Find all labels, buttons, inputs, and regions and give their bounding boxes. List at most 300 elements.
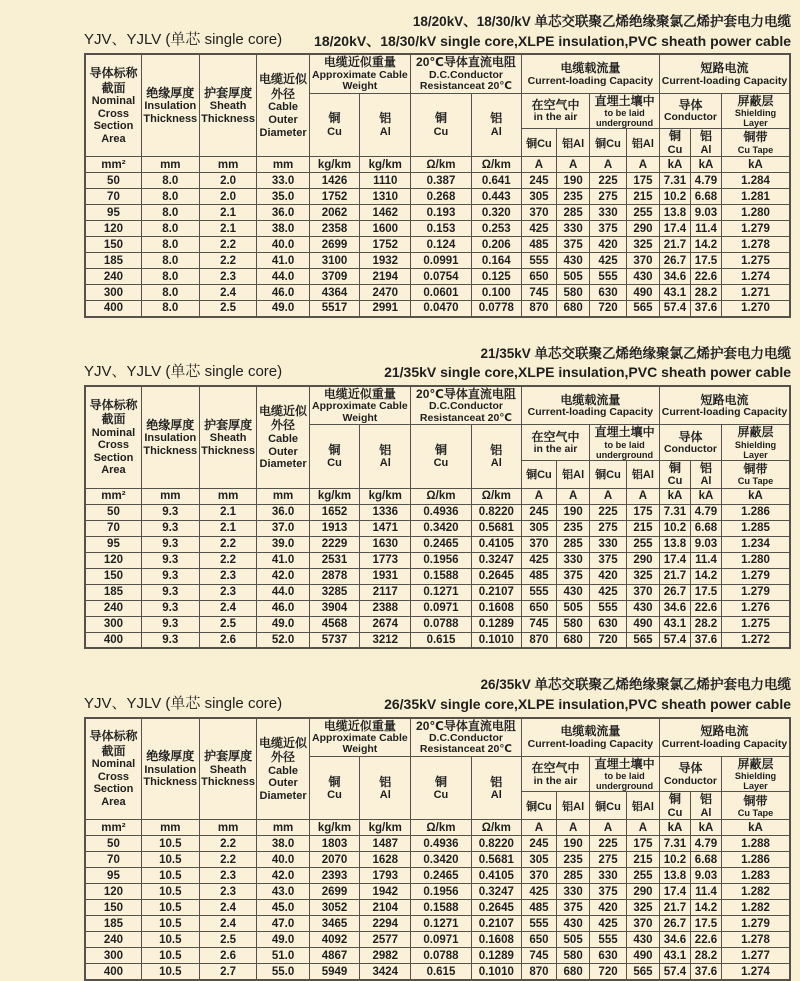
- table-cell: 225: [590, 836, 627, 852]
- shielding-layer-en: Shielding Layer: [734, 771, 777, 792]
- col-group-cable-weight: [309, 386, 411, 425]
- table-cell: 0.615: [411, 964, 472, 980]
- table-cell: 255: [626, 536, 659, 552]
- table-cell: 1.278: [722, 932, 791, 948]
- table-cell: 2393: [309, 868, 360, 884]
- table-cell: 2.2: [199, 237, 257, 253]
- weight-cu-en: Cu: [327, 457, 342, 470]
- col-group-conductor: [659, 425, 721, 461]
- col-header-insulation-cn: 绝缘厚度: [146, 749, 195, 764]
- col-header-conductor-al: [690, 792, 721, 820]
- table-cell: 505: [557, 932, 590, 948]
- table-cell: 2070: [309, 852, 360, 868]
- table-cell: 400: [85, 964, 141, 980]
- table-cell: 22.6: [690, 600, 721, 616]
- spec-table-body: [85, 173, 790, 317]
- in-air-en: in the air: [533, 442, 578, 455]
- col-header-conductor-al: [690, 129, 721, 157]
- table-cell: 0.615: [411, 632, 472, 648]
- resistance-al-en: Al: [490, 788, 502, 801]
- table-cell: 4092: [309, 932, 360, 948]
- table-cell: 375: [557, 900, 590, 916]
- table-cell: 430: [626, 600, 659, 616]
- table-cell: 1793: [360, 868, 411, 884]
- table-cell: 370: [521, 536, 556, 552]
- unit-cell: kg/km: [309, 157, 360, 173]
- table-cell: 26.7: [659, 584, 690, 600]
- table-cell: 44.0: [257, 269, 309, 285]
- col-header-nominal-area: [85, 54, 141, 156]
- shielding-layer-en: Shielding Layer: [734, 439, 777, 460]
- table-cell: 720: [590, 964, 627, 980]
- table-cell: 0.443: [471, 189, 521, 205]
- table-cell: 9.03: [690, 205, 721, 221]
- table-cell: 0.0971: [411, 600, 472, 616]
- table-cell: 255: [626, 205, 659, 221]
- table-cell: 330: [590, 536, 627, 552]
- table-cell: 14.2: [690, 237, 721, 253]
- table-row: [85, 852, 790, 868]
- col-header-cu-tape: [722, 129, 791, 157]
- col-header-conductor-cu: [659, 129, 690, 157]
- col-header-weight-cu: [309, 93, 360, 157]
- col-group-dc-resistance-en: D.C.Conductor Resistanceat 20℃: [419, 400, 513, 424]
- table-cell: 0.100: [471, 285, 521, 301]
- table-cell: 215: [626, 852, 659, 868]
- table-cell: 245: [521, 504, 556, 520]
- table-cell: 22.6: [690, 932, 721, 948]
- table-cell: 0.2645: [471, 568, 521, 584]
- table-cell: 490: [626, 285, 659, 301]
- table-cell: 10.5: [141, 932, 199, 948]
- table-cell: 9.3: [141, 520, 199, 536]
- table-cell: 375: [557, 237, 590, 253]
- table-cell: 150: [85, 900, 141, 916]
- table-cell: 1931: [360, 568, 411, 584]
- table-cell: 0.3247: [471, 884, 521, 900]
- table-cell: 10.5: [141, 948, 199, 964]
- unit-cell: mm²: [85, 488, 141, 504]
- table-cell: 425: [590, 916, 627, 932]
- table-cell: 57.4: [659, 964, 690, 980]
- table-cell: 10.5: [141, 900, 199, 916]
- table-cell: 41.0: [257, 253, 309, 269]
- table-cell: 2.1: [199, 520, 257, 536]
- cu-tape-en: Cu Tape: [737, 144, 774, 155]
- col-header-nominal-area-en: Nominal Cross Section Area: [91, 426, 136, 477]
- table-cell: 44.0: [257, 584, 309, 600]
- table-cell: 4.79: [690, 836, 721, 852]
- unit-cell: kA: [659, 488, 690, 504]
- weight-cu-cn: 铜: [328, 774, 341, 789]
- col-group-short-circuit-cn: 短路电流: [700, 392, 749, 407]
- in-air-en: in the air: [533, 774, 578, 787]
- col-header-resistance-al: [471, 756, 521, 820]
- col-group-short-circuit-en: Current-loading Capacity: [661, 406, 788, 419]
- table-cell: 43.0: [257, 884, 309, 900]
- unit-cell: Ω/km: [471, 157, 521, 173]
- conductor-cu-en: Cu: [667, 475, 683, 488]
- unit-cell: mm: [199, 157, 257, 173]
- table-cell: 2.5: [199, 932, 257, 948]
- table-cell: 2.4: [199, 600, 257, 616]
- table-cell: 245: [521, 836, 556, 852]
- table-cell: 430: [557, 916, 590, 932]
- col-header-insulation-cn: 绝缘厚度: [146, 85, 195, 100]
- table-cell: 28.2: [690, 285, 721, 301]
- table-row: [85, 269, 790, 285]
- section-titlebar: [84, 344, 791, 382]
- unit-cell: kA: [659, 157, 690, 173]
- conductor-en: Conductor: [663, 442, 718, 455]
- table-cell: 285: [557, 205, 590, 221]
- spec-table-body: [85, 504, 790, 648]
- underground-cn: 直埋土壤中: [594, 756, 655, 771]
- table-cell: 9.3: [141, 584, 199, 600]
- table-cell: 17.5: [690, 253, 721, 269]
- col-group-dc-resistance: [411, 718, 522, 757]
- col-group-cable-weight-en: Approximate Cable Weight: [312, 400, 408, 424]
- section-titlebar: [84, 675, 791, 713]
- resistance-al-cn: 铝: [490, 774, 503, 789]
- table-cell: 0.3420: [411, 852, 472, 868]
- table-cell: 0.1956: [411, 884, 472, 900]
- table-cell: 290: [626, 221, 659, 237]
- table-row: [85, 868, 790, 884]
- col-header-air-al: 铝Al: [557, 792, 590, 820]
- cable-spec-section-26-35kv: [84, 675, 791, 981]
- table-cell: 630: [590, 616, 627, 632]
- table-cell: 420: [590, 568, 627, 584]
- table-cell: 0.1956: [411, 552, 472, 568]
- cu-tape-en: Cu Tape: [737, 808, 774, 819]
- table-cell: 70: [85, 520, 141, 536]
- col-group-underground: [590, 93, 660, 129]
- table-cell: 490: [626, 948, 659, 964]
- table-cell: 21.7: [659, 900, 690, 916]
- table-cell: 430: [626, 269, 659, 285]
- table-cell: 245: [521, 173, 556, 189]
- table-cell: 1.278: [722, 237, 791, 253]
- table-cell: 1.279: [722, 568, 791, 584]
- table-cell: 565: [626, 632, 659, 648]
- table-cell: 2388: [360, 600, 411, 616]
- table-cell: 6.68: [690, 520, 721, 536]
- conductor-al-cn: 铝: [699, 460, 712, 475]
- table-cell: 0.5681: [471, 520, 521, 536]
- table-cell: 1913: [309, 520, 360, 536]
- table-cell: 0.2107: [471, 916, 521, 932]
- section-titlebar: [84, 12, 791, 50]
- col-header-nominal-area-cn: 导体标称截面: [89, 729, 138, 758]
- col-header-insulation-en: Insulation Thickness: [143, 100, 198, 125]
- table-cell: 2.5: [199, 301, 257, 317]
- table-cell: 2294: [360, 916, 411, 932]
- table-cell: 275: [590, 520, 627, 536]
- table-cell: 240: [85, 600, 141, 616]
- col-header-air-cu: 铜Cu: [521, 129, 556, 157]
- table-cell: 36.0: [257, 205, 309, 221]
- table-cell: 0.8220: [471, 836, 521, 852]
- conductor-cu-en: Cu: [667, 143, 683, 156]
- table-cell: 0.5681: [471, 852, 521, 868]
- table-cell: 0.4105: [471, 536, 521, 552]
- table-cell: 1752: [309, 189, 360, 205]
- conductor-cu-cn: 铜: [668, 792, 681, 807]
- table-cell: 0.2465: [411, 868, 472, 884]
- table-cell: 10.5: [141, 836, 199, 852]
- table-cell: 7.31: [659, 836, 690, 852]
- table-cell: 425: [521, 884, 556, 900]
- table-cell: 8.0: [141, 269, 199, 285]
- table-cell: 11.4: [690, 221, 721, 237]
- table-cell: 41.0: [257, 552, 309, 568]
- col-group-cable-weight: [309, 54, 411, 93]
- table-cell: 45.0: [257, 900, 309, 916]
- col-group-dc-resistance: [411, 386, 522, 425]
- col-header-underground-al: 铝Al: [626, 792, 659, 820]
- col-group-conductor: [659, 93, 721, 129]
- col-group-current-capacity: [521, 718, 659, 757]
- shielding-layer-cn: 屏蔽层: [737, 93, 774, 108]
- weight-cu-cn: 铜: [328, 442, 341, 457]
- cu-tape-cn: 铜带: [743, 462, 768, 477]
- table-cell: 8.0: [141, 205, 199, 221]
- col-header-cu-tape: [722, 460, 791, 488]
- table-cell: 1.280: [722, 205, 791, 221]
- resistance-cu-en: Cu: [433, 788, 449, 801]
- table-cell: 3709: [309, 269, 360, 285]
- col-group-short-circuit-en: Current-loading Capacity: [661, 74, 788, 87]
- table-cell: 305: [521, 520, 556, 536]
- table-cell: 13.8: [659, 205, 690, 221]
- unit-cell: kg/km: [360, 157, 411, 173]
- col-group-cable-weight-en: Approximate Cable Weight: [312, 68, 408, 93]
- col-group-short-circuit: [659, 386, 790, 425]
- table-cell: 1.274: [722, 964, 791, 980]
- table-cell: 40.0: [257, 237, 309, 253]
- table-cell: 2358: [309, 221, 360, 237]
- table-cell: 1.288: [722, 836, 791, 852]
- table-cell: 680: [557, 632, 590, 648]
- table-cell: 6.68: [690, 852, 721, 868]
- col-group-current-capacity: [521, 386, 659, 425]
- table-cell: 2.2: [199, 253, 257, 269]
- unit-cell: Ω/km: [411, 820, 472, 836]
- col-header-sheath-en: Sheath Thickness: [201, 431, 255, 457]
- table-cell: 0.1289: [471, 948, 521, 964]
- table-cell: 1462: [360, 205, 411, 221]
- col-header-weight-al: [360, 93, 411, 157]
- weight-al-en: Al: [379, 125, 391, 138]
- conductor-cn: 导体: [678, 761, 703, 776]
- table-cell: 57.4: [659, 301, 690, 317]
- table-cell: 42.0: [257, 568, 309, 584]
- table-cell: 57.4: [659, 632, 690, 648]
- col-group-current-capacity-en: Current-loading Capacity: [527, 74, 654, 87]
- unit-cell: mm: [257, 820, 309, 836]
- conductor-en: Conductor: [663, 774, 718, 787]
- table-cell: 39.0: [257, 536, 309, 552]
- col-header-outer-diameter: [257, 54, 309, 156]
- table-cell: 0.0971: [411, 932, 472, 948]
- table-cell: 0.1608: [471, 932, 521, 948]
- table-cell: 2674: [360, 616, 411, 632]
- product-series-label: YJV、YJLV (单芯 single core): [84, 31, 283, 49]
- table-cell: 2.5: [199, 616, 257, 632]
- table-cell: 235: [557, 852, 590, 868]
- in-air-cn: 在空气中: [531, 429, 580, 444]
- resistance-cu-en: Cu: [433, 457, 449, 470]
- col-header-resistance-cu: [411, 756, 472, 820]
- table-cell: 2531: [309, 552, 360, 568]
- weight-al-cn: 铝: [379, 111, 392, 126]
- table-cell: 680: [557, 301, 590, 317]
- table-cell: 14.2: [690, 900, 721, 916]
- table-cell: 0.0991: [411, 253, 472, 269]
- table-row: [85, 932, 790, 948]
- unit-cell: Ω/km: [471, 820, 521, 836]
- in-air-en: in the air: [533, 111, 578, 124]
- table-cell: 1.277: [722, 948, 791, 964]
- table-cell: 425: [590, 253, 627, 269]
- table-cell: 1.280: [722, 552, 791, 568]
- table-cell: 5737: [309, 632, 360, 648]
- unit-cell: kg/km: [360, 820, 411, 836]
- table-row: [85, 301, 790, 317]
- underground-en: to be laid underground: [595, 107, 654, 128]
- section-title-en: 21/35kV single core,XLPE insulation,PVC sheath power cable: [384, 364, 791, 381]
- table-cell: 1.274: [722, 269, 791, 285]
- table-cell: 37.6: [690, 964, 721, 980]
- table-cell: 1.275: [722, 253, 791, 269]
- table-cell: 370: [521, 205, 556, 221]
- table-cell: 3052: [309, 900, 360, 916]
- table-cell: 2.2: [199, 552, 257, 568]
- table-cell: 11.4: [690, 552, 721, 568]
- col-header-insulation-thickness: [141, 54, 199, 156]
- table-row: [85, 632, 790, 648]
- table-cell: 745: [521, 616, 556, 632]
- table-cell: 0.124: [411, 237, 472, 253]
- col-group-cable-weight-en: Approximate Cable Weight: [312, 732, 408, 756]
- table-cell: 40.0: [257, 852, 309, 868]
- col-header-underground-cu: 铜Cu: [590, 792, 627, 820]
- table-cell: 2.6: [199, 632, 257, 648]
- table-cell: 1600: [360, 221, 411, 237]
- table-cell: 175: [626, 173, 659, 189]
- table-row: [85, 616, 790, 632]
- table-cell: 2.1: [199, 205, 257, 221]
- table-cell: 33.0: [257, 173, 309, 189]
- table-cell: 1.276: [722, 600, 791, 616]
- table-cell: 2.3: [199, 269, 257, 285]
- unit-cell: kA: [690, 488, 721, 504]
- unit-cell: A: [521, 157, 556, 173]
- table-cell: 505: [557, 600, 590, 616]
- conductor-en: Conductor: [663, 111, 718, 124]
- table-cell: 400: [85, 632, 141, 648]
- col-header-shielding-layer: [722, 425, 791, 461]
- col-header-sheath-thickness: [199, 718, 257, 820]
- unit-cell: A: [557, 488, 590, 504]
- col-header-insulation-en: Insulation Thickness: [143, 763, 198, 789]
- table-cell: 485: [521, 237, 556, 253]
- col-header-air-cu: 铜Cu: [521, 460, 556, 488]
- table-cell: 11.4: [690, 884, 721, 900]
- table-cell: 0.320: [471, 205, 521, 221]
- unit-cell: kA: [659, 820, 690, 836]
- unit-cell: A: [626, 488, 659, 504]
- units-row: [85, 820, 790, 836]
- table-cell: 375: [590, 221, 627, 237]
- col-header-sheath-cn: 护套厚度: [204, 417, 253, 432]
- table-cell: 10.5: [141, 916, 199, 932]
- resistance-cu-cn: 铜: [434, 442, 447, 457]
- table-cell: 2.6: [199, 948, 257, 964]
- table-cell: 26.7: [659, 253, 690, 269]
- table-cell: 2117: [360, 584, 411, 600]
- table-cell: 555: [590, 600, 627, 616]
- table-cell: 2.7: [199, 964, 257, 980]
- table-cell: 9.3: [141, 600, 199, 616]
- conductor-cn: 导体: [678, 429, 703, 444]
- table-cell: 505: [557, 269, 590, 285]
- table-row: [85, 916, 790, 932]
- table-cell: 49.0: [257, 932, 309, 948]
- table-cell: 4.79: [690, 173, 721, 189]
- table-cell: 330: [557, 552, 590, 568]
- col-header-weight-cu: [309, 425, 360, 489]
- section-title-cn: 21/35kV 单芯交联聚乙烯绝缘聚氯乙烯护套电力电缆: [480, 345, 791, 361]
- unit-cell: kg/km: [309, 488, 360, 504]
- table-cell: 10.2: [659, 189, 690, 205]
- col-group-underground: [590, 756, 660, 792]
- table-cell: 34.6: [659, 932, 690, 948]
- col-header-outer-diameter-en: Cable Outer Diameter: [259, 101, 307, 139]
- table-row: [85, 253, 790, 269]
- table-cell: 1.275: [722, 616, 791, 632]
- table-cell: 10.2: [659, 520, 690, 536]
- table-cell: 0.1010: [471, 964, 521, 980]
- weight-al-cn: 铝: [379, 774, 392, 789]
- col-header-outer-diameter: [257, 386, 309, 488]
- col-header-weight-cu: [309, 756, 360, 820]
- table-cell: 2699: [309, 884, 360, 900]
- unit-cell: mm: [141, 820, 199, 836]
- table-cell: 95: [85, 536, 141, 552]
- table-cell: 225: [590, 504, 627, 520]
- col-header-outer-diameter-en: Cable Outer Diameter: [259, 764, 307, 802]
- table-row: [85, 205, 790, 221]
- in-air-cn: 在空气中: [531, 97, 580, 112]
- table-cell: 630: [590, 285, 627, 301]
- unit-cell: mm: [141, 157, 199, 173]
- resistance-cu-en: Cu: [433, 125, 449, 138]
- table-cell: 2577: [360, 932, 411, 948]
- col-header-sheath-thickness: [199, 54, 257, 156]
- conductor-al-cn: 铝: [699, 129, 712, 144]
- table-cell: 21.7: [659, 568, 690, 584]
- table-cell: 1752: [360, 237, 411, 253]
- table-cell: 50: [85, 836, 141, 852]
- table-cell: 720: [590, 632, 627, 648]
- table-cell: 1.286: [722, 852, 791, 868]
- table-cell: 375: [557, 568, 590, 584]
- unit-cell: mm²: [85, 157, 141, 173]
- table-cell: 0.0754: [411, 269, 472, 285]
- table-cell: 305: [521, 852, 556, 868]
